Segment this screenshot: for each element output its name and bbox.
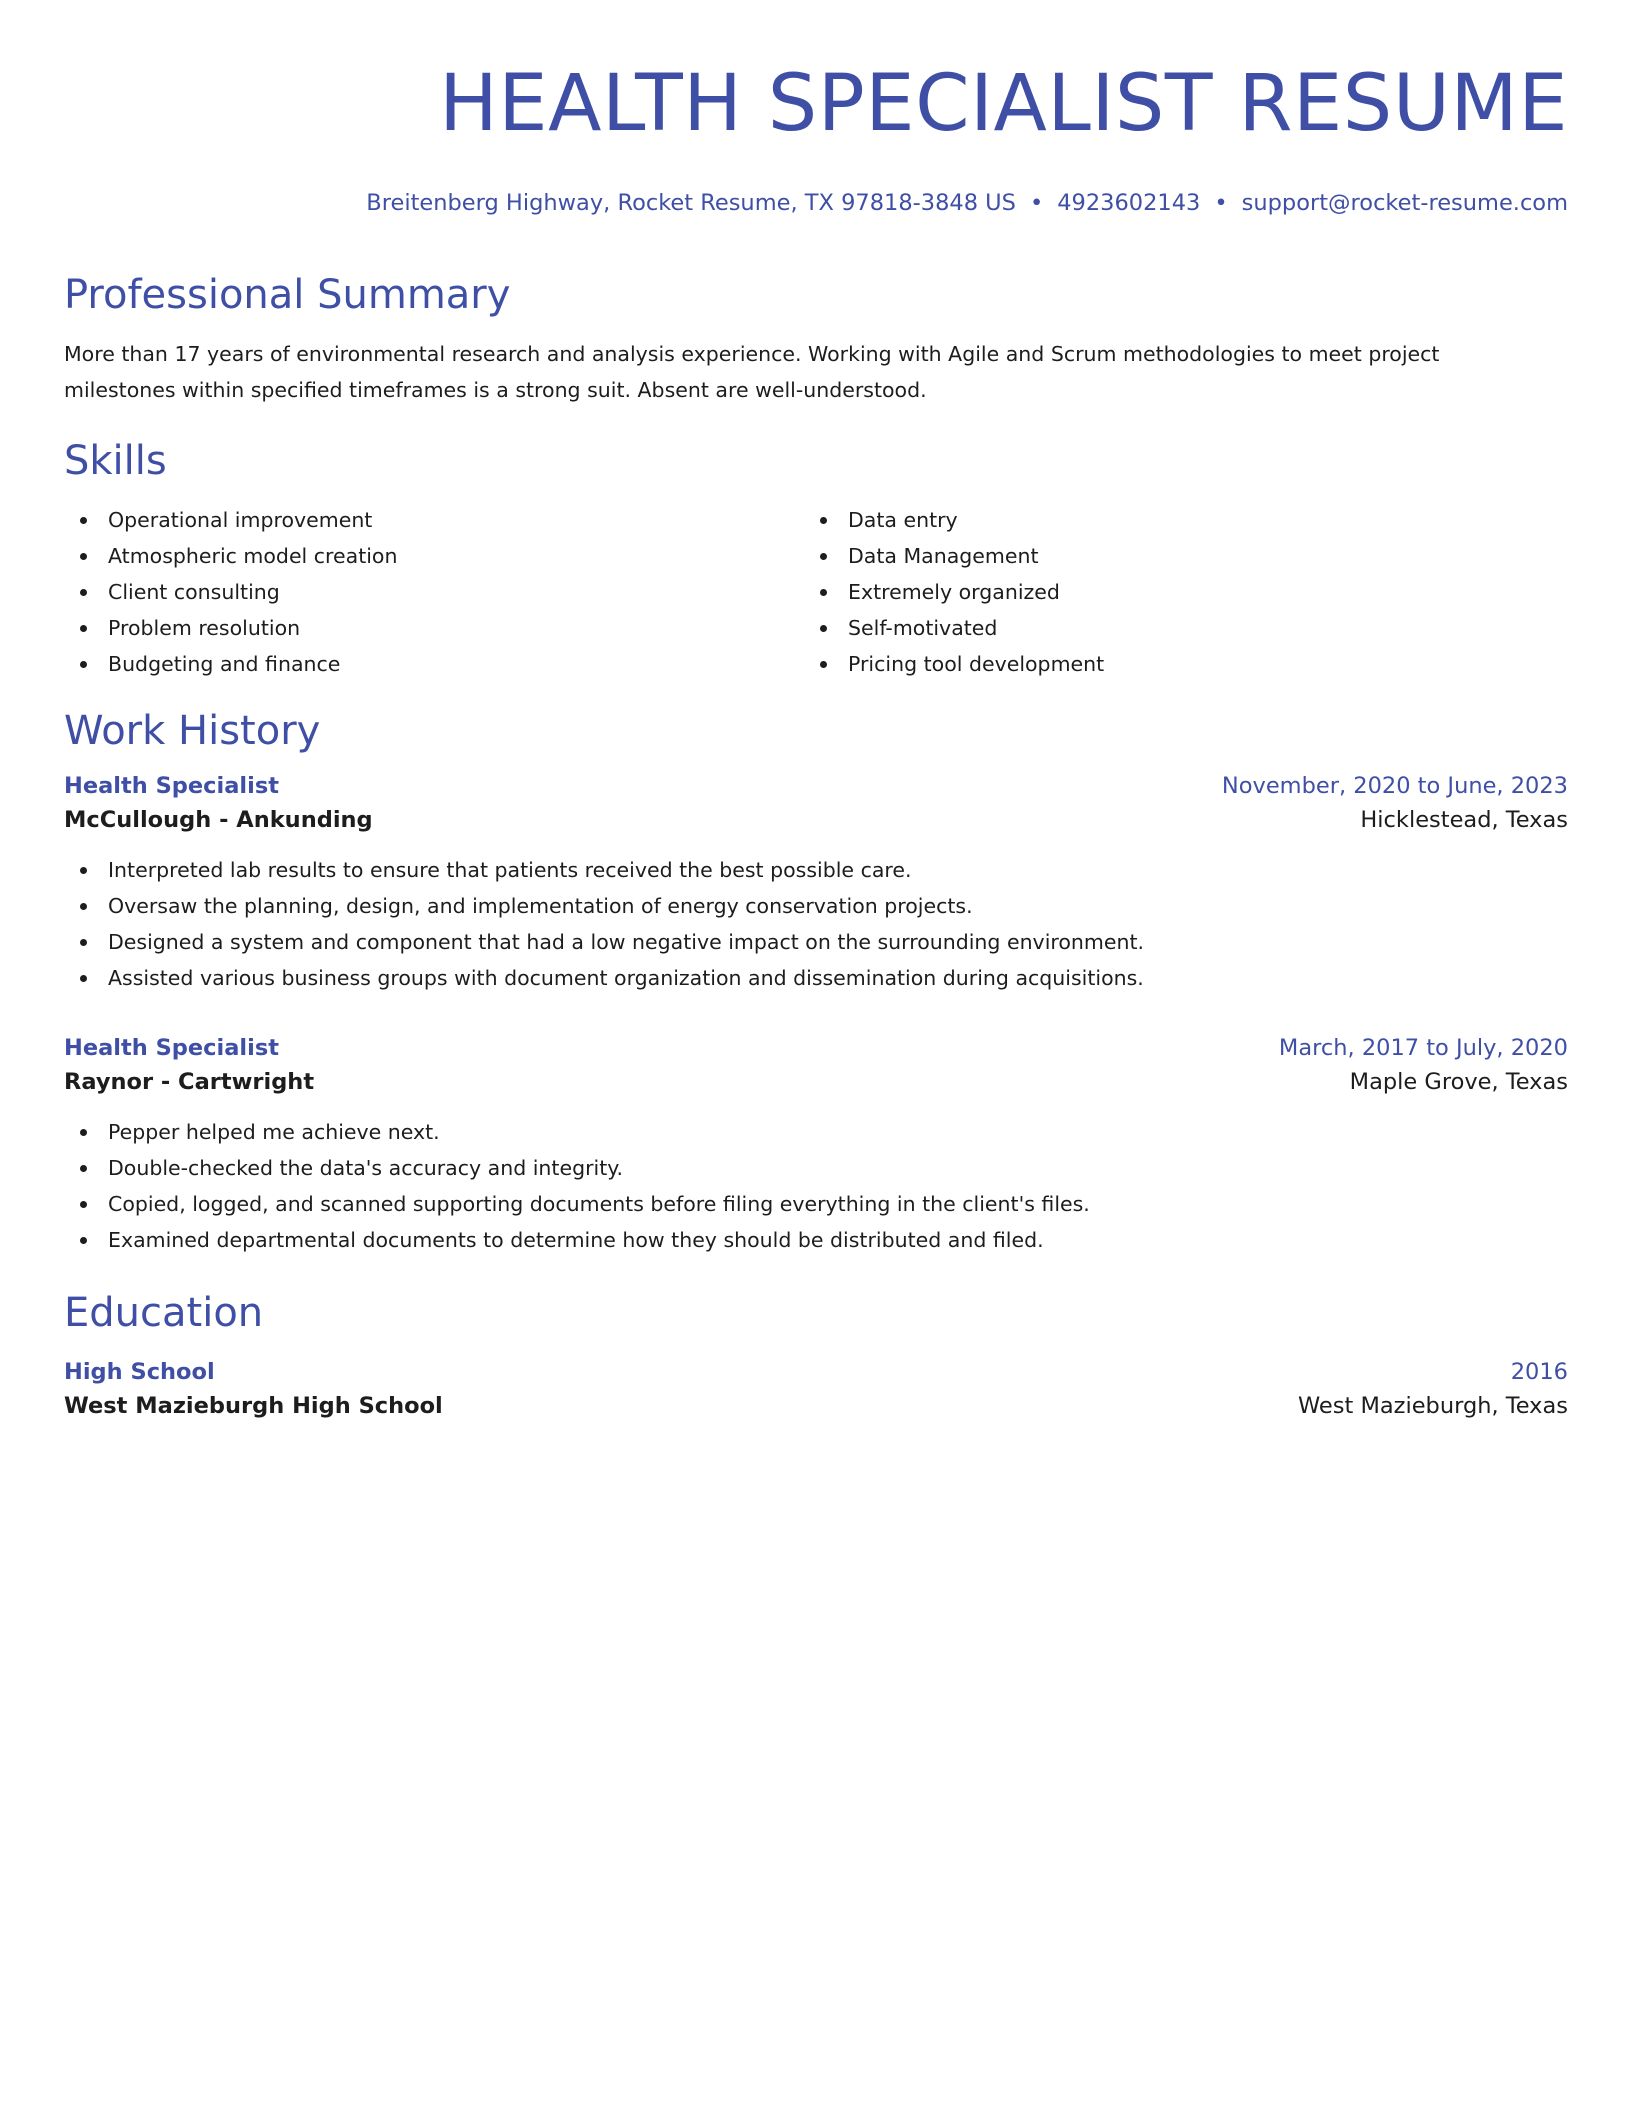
resume-title: HEALTH SPECIALIST RESUME [439,59,1568,149]
skill-item [804,646,1544,682]
skill-label: Data entry [848,508,958,532]
resume-header [64,56,1568,218]
bullet-dot [80,975,87,982]
job-dates: November, 2020 to June, 2023 [1221,773,1568,799]
skill-label: Client consulting [108,580,280,604]
bullet-dot [80,1237,87,1244]
education-school-row [64,1388,1568,1424]
job-duty [64,852,1568,888]
skill-label: Budgeting and finance [108,652,341,676]
bullet-dot [80,867,87,874]
job-dates: March, 2017 to July, 2020 [1278,1035,1568,1061]
job-duty-text: Oversaw the planning, design, and implementation of energy conservation projects. [108,894,973,918]
bullet-dot [80,903,87,910]
job-location: Maple Grove, Texas [1349,1069,1568,1095]
job-duty [64,1114,1568,1150]
job-duties-list [64,1114,1568,1258]
summary-section [64,270,1568,408]
skill-label: Problem resolution [108,616,301,640]
job-duty-text: Double-checked the data's accuracy and integrity. [108,1156,623,1180]
contact-separator: • [1029,190,1044,216]
job-duty-text: Assisted various business groups with document organization and dissemination during acquisitions. [108,966,1144,990]
job-duty [64,960,1568,996]
job-duty-text: Examined departmental documents to determine how they should be distributed and filed. [108,1228,1044,1252]
summary-heading: Professional Summary [64,272,511,318]
bullet-dot [820,589,827,596]
bullet-dot [80,625,87,632]
bullet-dot [80,517,87,524]
bullet-dot [80,1201,87,1208]
job-entry [64,1032,1568,1258]
contact-separator: • [1214,190,1228,216]
job-entry [64,770,1568,996]
skill-item [64,502,804,538]
bullet-dot [80,661,87,668]
work-history-heading: Work History [64,708,321,754]
summary-text: More than 17 years of environmental research and analysis experience. Working with Agile and Scrum methodologies to meet project milestones within specified timeframes is a strong suit. Absent are well-understood. [64,342,1440,402]
bullet-dot [820,553,827,560]
skill-label: Self-motivated [848,616,998,640]
job-duty [64,1150,1568,1186]
job-duties-list [64,852,1568,996]
skill-item [64,646,804,682]
job-duty [64,924,1568,960]
bullet-dot [80,1129,87,1136]
job-duty [64,1222,1568,1258]
contact-address: Breitenberg Highway, Rocket Resume, TX 97818-3848 US [366,190,1016,216]
education-location: West Mazieburgh, Texas [1297,1393,1568,1419]
job-location: Hicklestead, Texas [1360,807,1568,833]
skill-item [804,538,1544,574]
skills-section [64,436,1568,682]
bullet-dot [820,625,827,632]
skill-item [64,574,804,610]
work-history-section [64,706,1568,1258]
contact-email[interactable]: support@rocket-resume.com [1241,190,1568,216]
bullet-dot [820,517,827,524]
education-header-row [64,1356,1568,1388]
skill-label: Atmospheric model creation [108,544,398,568]
job-duty-text: Copied, logged, and scanned supporting documents before filing everything in the client's files. [108,1192,1090,1216]
job-duty-text: Pepper helped me achieve next. [108,1120,440,1144]
education-section [64,1288,1568,1424]
contact-line [64,188,1568,218]
skill-item [64,610,804,646]
education-heading: Education [64,1290,264,1336]
job-company: McCullough - Ankunding [64,807,373,833]
skill-item [804,502,1544,538]
job-header-row [64,1032,1568,1064]
job-header-row [64,770,1568,802]
skills-heading: Skills [64,438,167,484]
education-school: West Mazieburgh High School [64,1393,443,1419]
skill-item [804,574,1544,610]
bullet-dot [80,939,87,946]
education-degree: High School [64,1359,215,1385]
skill-label: Extremely organized [848,580,1060,604]
education-year: 2016 [1510,1359,1568,1385]
job-duty [64,888,1568,924]
job-company: Raynor - Cartwright [64,1069,315,1095]
skill-label: Data Management [848,544,1039,568]
skills-grid [64,502,1568,682]
bullet-dot [80,553,87,560]
job-title: Health Specialist [64,773,279,799]
contact-phone: 4923602143 [1057,190,1201,216]
bullet-dot [80,589,87,596]
job-company-row [64,802,1568,838]
job-duty-text: Designed a system and component that had a low negative impact on the surrounding environment. [108,930,1145,954]
skill-item [64,538,804,574]
job-title: Health Specialist [64,1035,279,1061]
skills-list-right [804,502,1544,682]
education-entry [64,1356,1568,1424]
bullet-dot [820,661,827,668]
skills-list-left [64,502,804,682]
bullet-dot [80,1165,87,1172]
skill-item [804,610,1544,646]
job-duty [64,1186,1568,1222]
job-company-row [64,1064,1568,1100]
skill-label: Pricing tool development [848,652,1105,676]
job-duty-text: Interpreted lab results to ensure that patients received the best possible care. [108,858,912,882]
skill-label: Operational improvement [108,508,373,532]
